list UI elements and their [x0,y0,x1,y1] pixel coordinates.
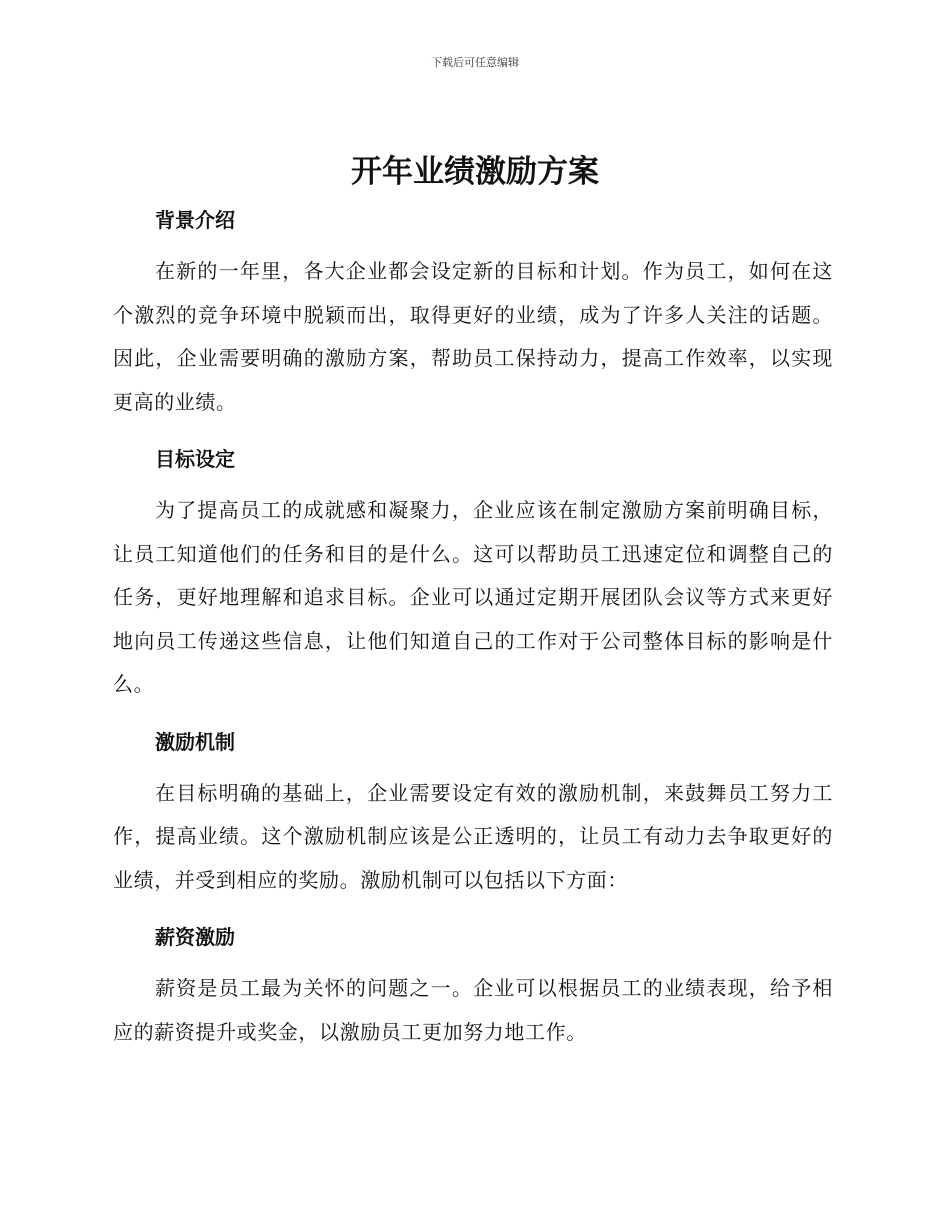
section-paragraph-salary-incentive: 薪资是员工最为关怀的问题之一。企业可以根据员工的业绩表现，给予相应的薪资提升或奖金，以激励员工更加努力地工作。 [113,976,833,1044]
document-title: 开年业绩激励方案 [351,154,599,190]
section-heading-background: 背景介绍 [155,208,235,232]
section-paragraph-background: 在新的一年里，各大企业都会设定新的目标和计划。作为员工，如何在这个激烈的竞争环境中脱颖而出，取得更好的业绩，成为了许多人关注的话题。因此，企业需要明确的激励方案，帮助员工保持动力，提高工作效率，以实现更高的业绩。 [113,259,833,414]
section-paragraph-goal-setting: 为了提高员工的成就感和凝聚力，企业应该在制定激励方案前明确目标，让员工知道他们的任务和目的是什么。这可以帮助员工迅速定位和调整自己的任务，更好地理解和追求目标。企业可以通过定期开展团队会议等方式来更好地向员工传递这些信息，让他们知道自己的工作对于公司整体目标的影响是什么。 [113,498,833,696]
section-paragraph-incentive-mechanism: 在目标明确的基础上，企业需要设定有效的激励机制，来鼓舞员工努力工作，提高业绩。这个激励机制应该是公正透明的，让员工有动力去争取更好的业绩，并受到相应的奖励。激励机制可以包括以下方面： [113,780,833,892]
header-note: 下载后可任意编辑 [431,56,519,69]
document-body [113,205,833,1074]
section-heading-goal-setting: 目标设定 [155,447,235,471]
section-heading-incentive-mechanism: 激励机制 [155,729,235,754]
section-heading-salary-incentive: 薪资激励 [155,925,235,949]
